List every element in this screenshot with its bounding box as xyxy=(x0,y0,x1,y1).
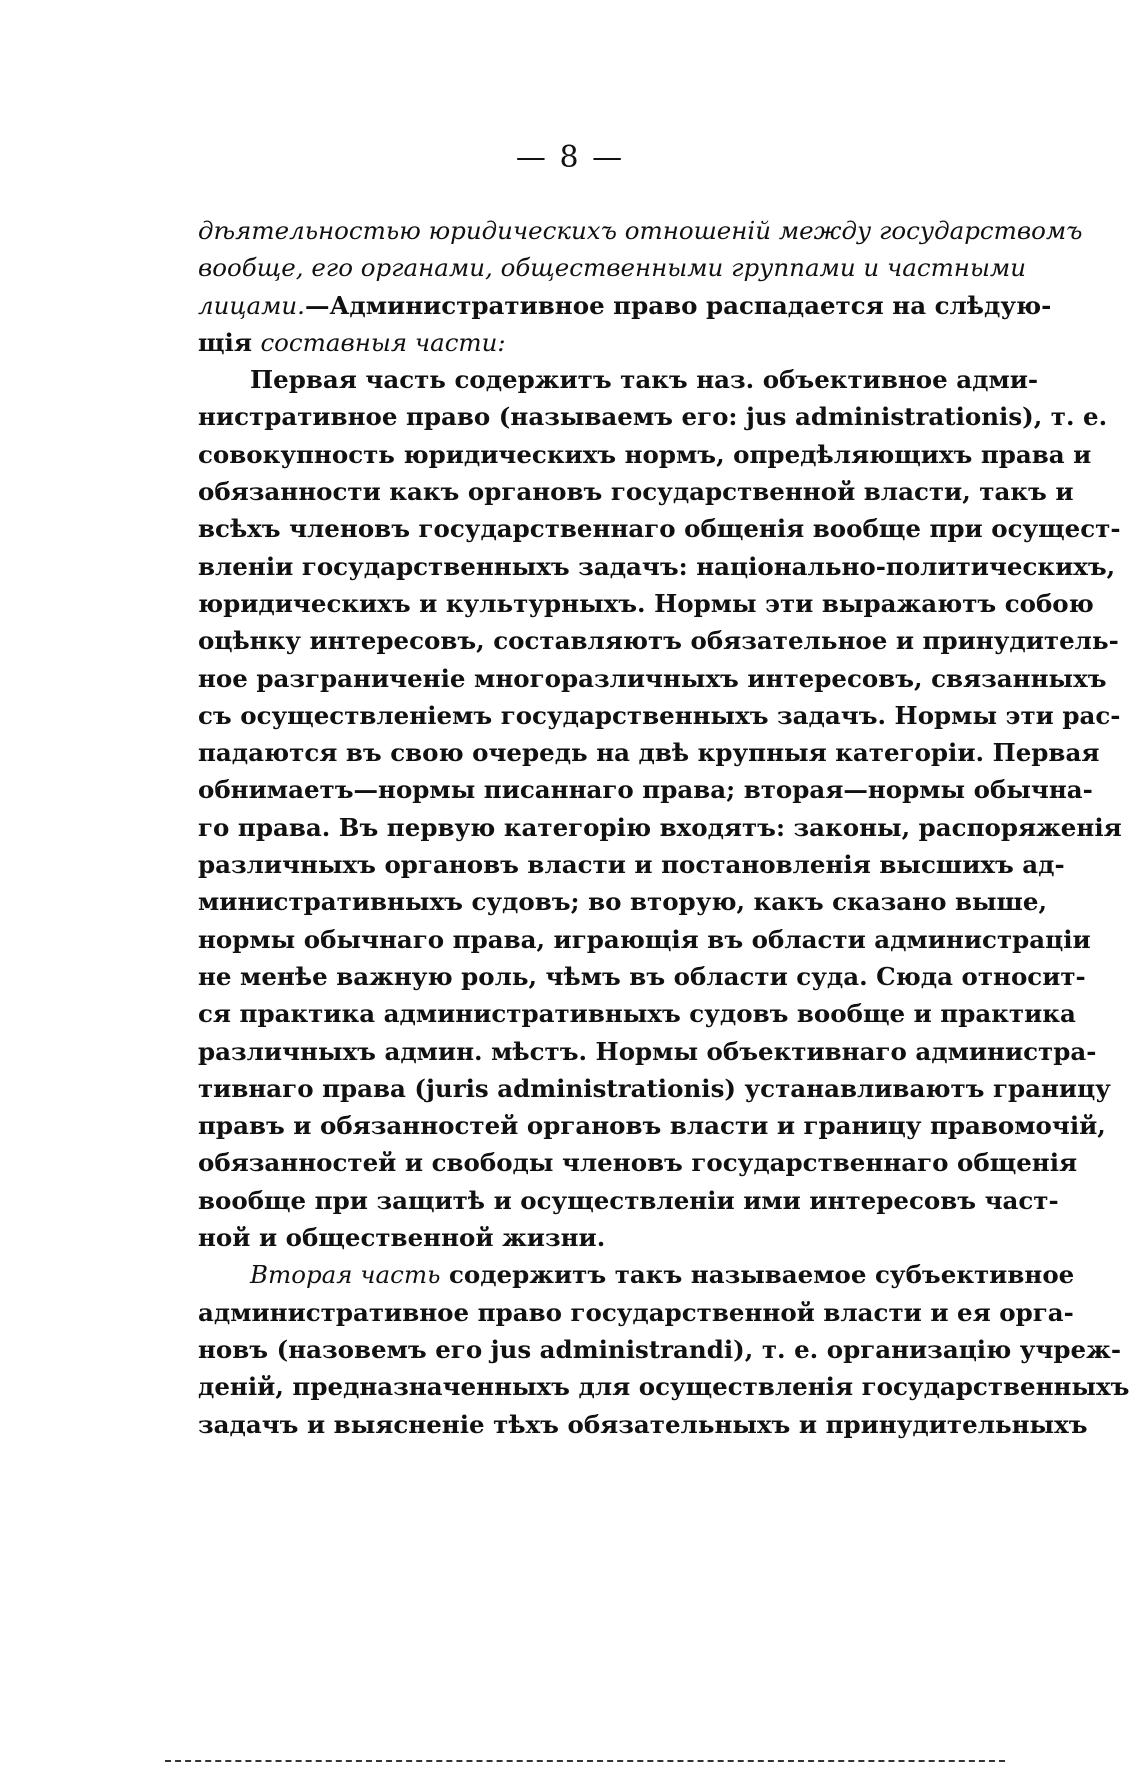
text-line: оцѣнку интересовъ, составляютъ обязательное и принудитель- xyxy=(198,626,1119,656)
text-line: обязанностей и свободы членовъ государственнаго общенія xyxy=(198,1148,1078,1178)
text-line: не менѣе важную роль, чѣмъ въ области суда. Сюда относит- xyxy=(198,961,1086,991)
text-line xyxy=(198,212,1083,249)
text-line: вленіи государственныхъ задачъ: національно-политическихъ, xyxy=(198,551,1116,581)
text-line: задачъ и выясненіе тѣхъ обязательныхъ и принудительныхъ xyxy=(198,1409,1088,1439)
text-line: тивнаго права (juris administrationis) устанавливаютъ границу xyxy=(198,1073,1111,1103)
italic-text: составныя части: xyxy=(260,327,506,357)
text-line: падаются въ свою очередь на двѣ крупныя категоріи. Первая xyxy=(198,738,1100,768)
text-line: юридическихъ и культурныхъ. Нормы эти выражаютъ собою xyxy=(198,588,1094,618)
text-line: ной и общественной жизни. xyxy=(198,1223,606,1253)
text-line: министративныхъ судовъ; во вторую, какъ сказано выше, xyxy=(198,887,1047,917)
text-run: —Административное право распадается на слѣдую- xyxy=(304,290,1052,320)
page-number: — 8 — xyxy=(515,140,625,175)
text-line: различныхъ органовъ власти и постановленія высшихъ ад- xyxy=(198,850,1065,880)
text-line: всѣхъ членовъ государственнаго общенія вообще при осущест- xyxy=(198,514,1121,544)
text-line xyxy=(198,1256,1075,1293)
italic-text: дѣятельностью юридическихъ отношеній между государствомъ xyxy=(198,216,1083,245)
paragraph-subjective-law xyxy=(198,1256,1130,1442)
italic-text: лицами. xyxy=(198,290,305,320)
text-line: обнимаетъ—нормы писаннаго права; вторая—нормы обычна- xyxy=(198,775,1093,805)
text-line xyxy=(198,287,1052,324)
text-line: обязанности какъ органовъ государственной власти, такъ и xyxy=(198,477,1074,507)
paragraph-continuation xyxy=(198,212,1083,361)
text-run: содержитъ такъ называемое субъективное xyxy=(440,1260,1075,1290)
text-line: административное право государственной власти и ея орга- xyxy=(198,1297,1074,1327)
text-line: ное разграниченіе многоразличныхъ интересовъ, связанныхъ xyxy=(198,663,1107,693)
italic-text: Вторая часть xyxy=(250,1260,441,1290)
text-line xyxy=(198,324,1002,361)
text-line: новъ (назовемъ его jus administrandi), т. е. организацію учреж- xyxy=(198,1334,1121,1364)
text-line: Первая часть содержитъ такъ наз. объективное адми- xyxy=(250,365,1039,395)
text-line: правъ и обязанностей органовъ власти и границу правомочій, xyxy=(198,1111,1106,1141)
text-line: го права. Въ первую категорію входятъ: законы, распоряженія xyxy=(198,812,1122,842)
text-line: нистративное право (называемъ его: jus administrationis), т. е. xyxy=(198,402,1108,432)
text-line: деній, предназначенныхъ для осуществленія государственныхъ xyxy=(198,1372,1130,1402)
paragraph-objective-law xyxy=(198,361,1122,1256)
text-line: нормы обычнаго права, играющія въ области администраціи xyxy=(198,924,1091,954)
page-body xyxy=(198,212,1130,1443)
page-bottom-rule xyxy=(165,1760,1005,1762)
text-line: вообще при защитѣ и осуществленіи ими интересовъ част- xyxy=(198,1185,1059,1215)
text-line: совокупность юридическихъ нормъ, опредѣляющихъ права и xyxy=(198,439,1092,469)
text-line: съ осуществленіемъ государственныхъ задачъ. Нормы эти рас- xyxy=(198,700,1121,730)
italic-text: вообще, его органами, общественными группами и частными xyxy=(198,253,1026,283)
text-line: ся практика административныхъ судовъ вообще и практика xyxy=(198,999,1076,1029)
text-line xyxy=(198,249,1026,286)
text-run: щія xyxy=(198,327,261,357)
text-line: различныхъ админ. мѣстъ. Нормы объективнаго администра- xyxy=(198,1036,1097,1066)
